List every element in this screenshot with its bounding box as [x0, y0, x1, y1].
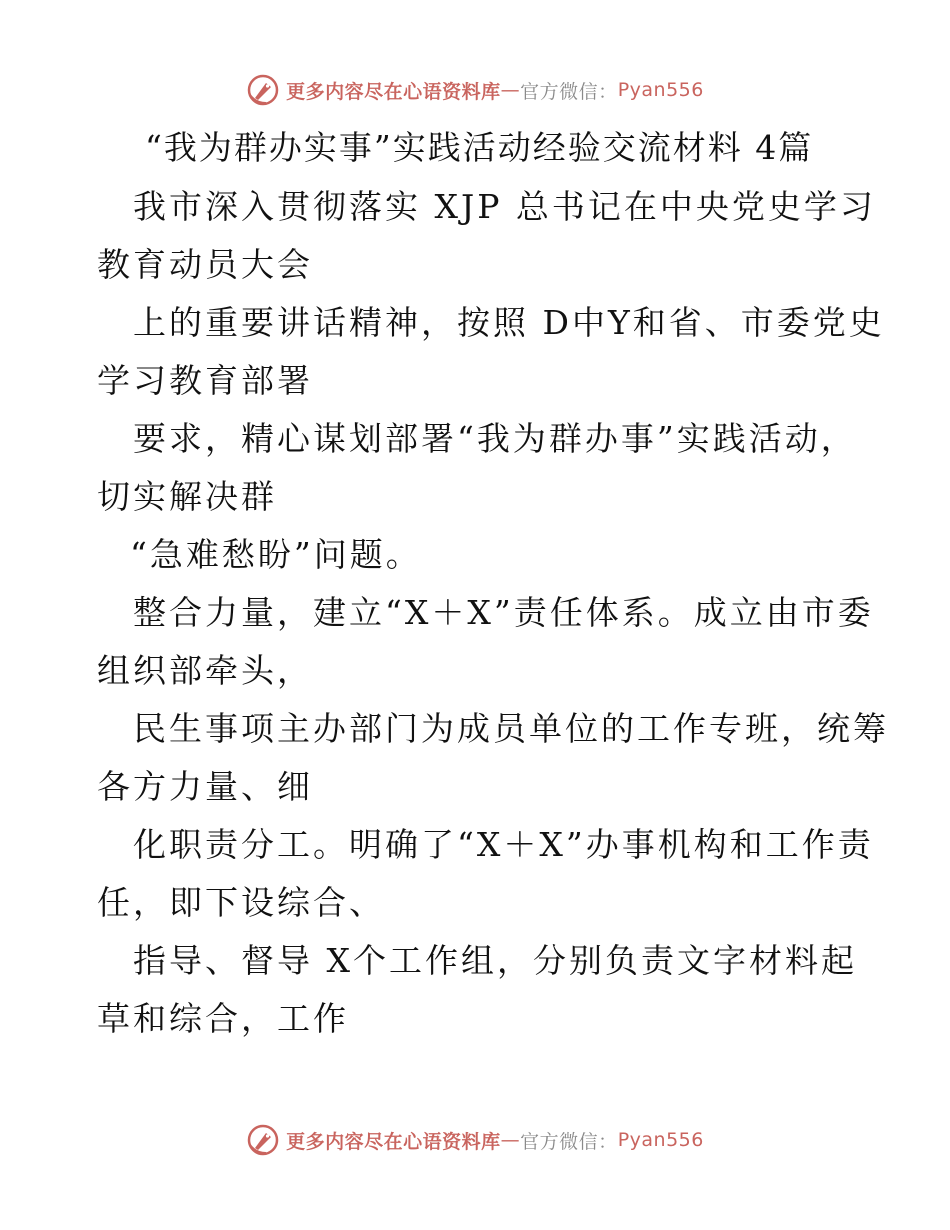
- banner-text: [286, 1127, 704, 1154]
- body-line: 指导、督导 X个工作组，分别负责文字材料起: [133, 941, 857, 980]
- banner-content: [246, 73, 704, 107]
- footer-banner: [0, 1120, 950, 1160]
- banner-text: [286, 77, 704, 104]
- document-title: “我为群办实事”实践活动经验交流材料 4篇: [145, 128, 814, 167]
- body-line: 要求，精心谋划部署“我为群办事”实践活动，: [133, 419, 857, 458]
- pen-nib-circle-icon: [246, 73, 280, 107]
- body-line: 学习教育部署: [97, 361, 313, 400]
- banner-content: [246, 1123, 704, 1157]
- banner-wechat-id: Pyan556: [617, 1129, 704, 1151]
- body-line: 我市深入贯彻落实 XJP 总书记在中央党史学习: [133, 187, 876, 226]
- body-line: 各方力量、细: [97, 767, 313, 806]
- banner-wechat-id: Pyan556: [617, 79, 704, 101]
- body-line: 上的重要讲话精神，按照 D中Y和省、市委党史: [133, 303, 885, 342]
- body-line: 整合力量，建立“X＋X”责任体系。成立由市委: [133, 593, 874, 632]
- banner-dash: —: [500, 1129, 521, 1151]
- body-line: 任，即下设综合、: [97, 883, 385, 922]
- body-line: 切实解决群: [97, 477, 277, 516]
- body-line: 教育动员大会: [97, 245, 313, 284]
- banner-dash: —: [500, 79, 521, 101]
- body-line: 草和综合，工作: [97, 999, 349, 1038]
- document-body: [0, 182, 950, 1052]
- banner-wechat-label: 官方微信：: [520, 1130, 618, 1153]
- banner-site-name: 更多内容尽在心语资料库: [286, 1130, 501, 1153]
- body-line: 化职责分工。明确了“X＋X”办事机构和工作责: [133, 825, 874, 864]
- body-line: 民生事项主办部门为成员单位的工作专班，统筹: [133, 709, 889, 748]
- header-banner: [0, 70, 950, 110]
- body-line: “急难愁盼”问题。: [130, 535, 422, 574]
- banner-site-name: 更多内容尽在心语资料库: [286, 80, 501, 103]
- banner-wechat-label: 官方微信：: [520, 80, 618, 103]
- body-line: 组织部牵头，: [97, 651, 313, 690]
- pen-nib-circle-icon: [246, 1123, 280, 1157]
